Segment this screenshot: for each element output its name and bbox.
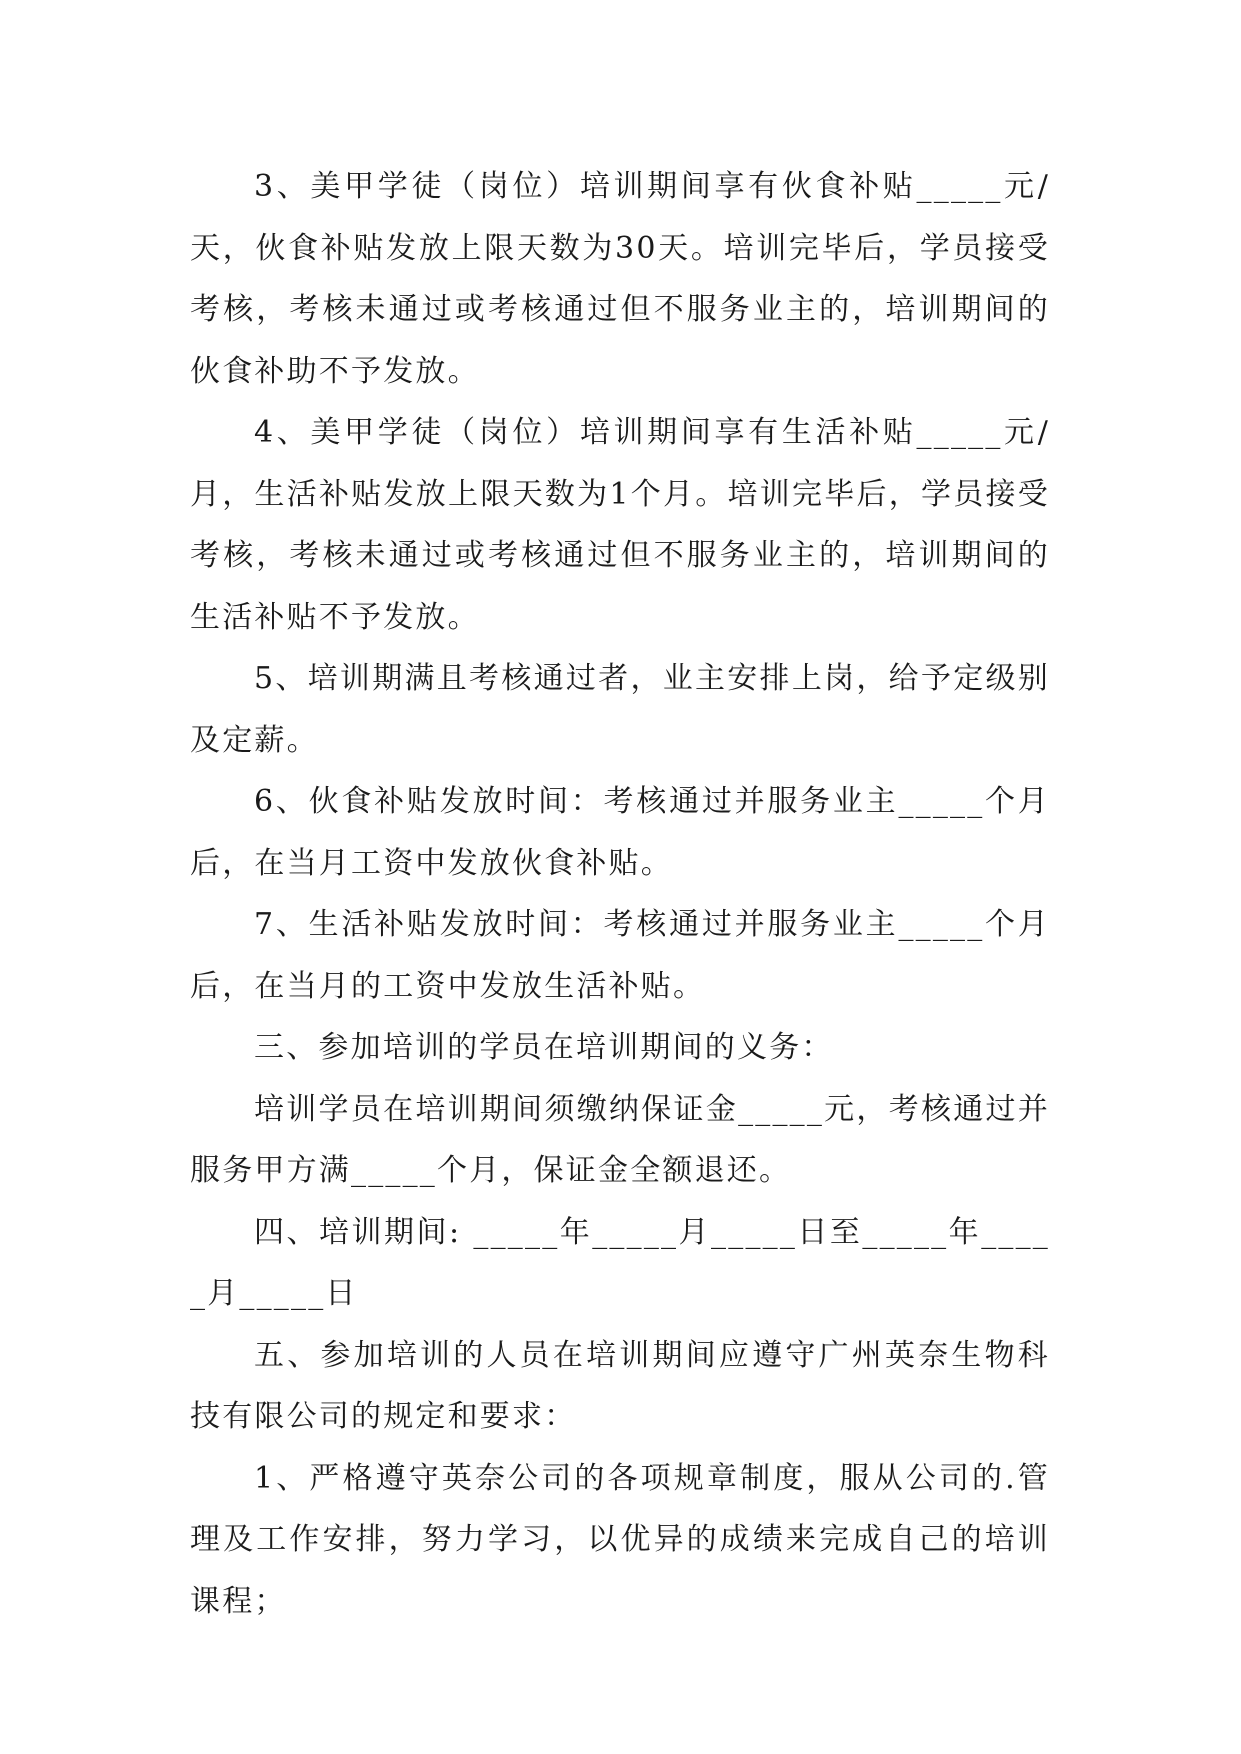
section-heading-obligations: 三、参加培训的学员在培训期间的义务： xyxy=(254,1030,834,1065)
paragraph-post-assignment: 5、培训期满且考核通过者，业主安排上岗，给予定级别及定薪。 xyxy=(190,661,1050,758)
paragraph-living-allowance: 4、美甲学徒（岗位）培训期间享有生活补贴_____元/月，生活补贴发放上限天数为1个月。培训完毕后，学员接受考核，考核未通过或考核通过但不服务业主的，培训期间的生活补贴不予发放。 xyxy=(190,415,1050,635)
paragraph-meal-payment-time: 6、伙食补贴发放时间：考核通过并服务业主_____个月后，在当月工资中发放伙食补贴。 xyxy=(190,784,1050,881)
section-heading-company-rules: 五、参加培训的人员在培训期间应遵守广州英奈生物科技有限公司的规定和要求： xyxy=(190,1337,1050,1434)
paragraph-rule-1: 1、严格遵守英奈公司的各项规章制度，服从公司的.管理及工作安排，努力学习，以优异的成绩来完成自己的培训课程； xyxy=(190,1460,1050,1619)
paragraph-meal-allowance: 3、美甲学徒（岗位）培训期间享有伙食补贴_____元/天，伙食补贴发放上限天数为30天。培训完毕后，学员接受考核，考核未通过或考核通过但不服务业主的，培训期间的伙食补助不予发放。 xyxy=(190,169,1050,389)
section-heading-training-period: 四、培训期间: _____年_____月_____日至_____年_____月_____日 xyxy=(190,1214,1050,1311)
document-body xyxy=(190,156,1050,1632)
paragraph-deposit: 培训学员在培训期间须缴纳保证金_____元，考核通过并服务甲方满_____个月，保证金全额退还。 xyxy=(190,1091,1050,1188)
paragraph-living-payment-time: 7、生活补贴发放时间：考核通过并服务业主_____个月后，在当月的工资中发放生活补贴。 xyxy=(190,907,1050,1004)
